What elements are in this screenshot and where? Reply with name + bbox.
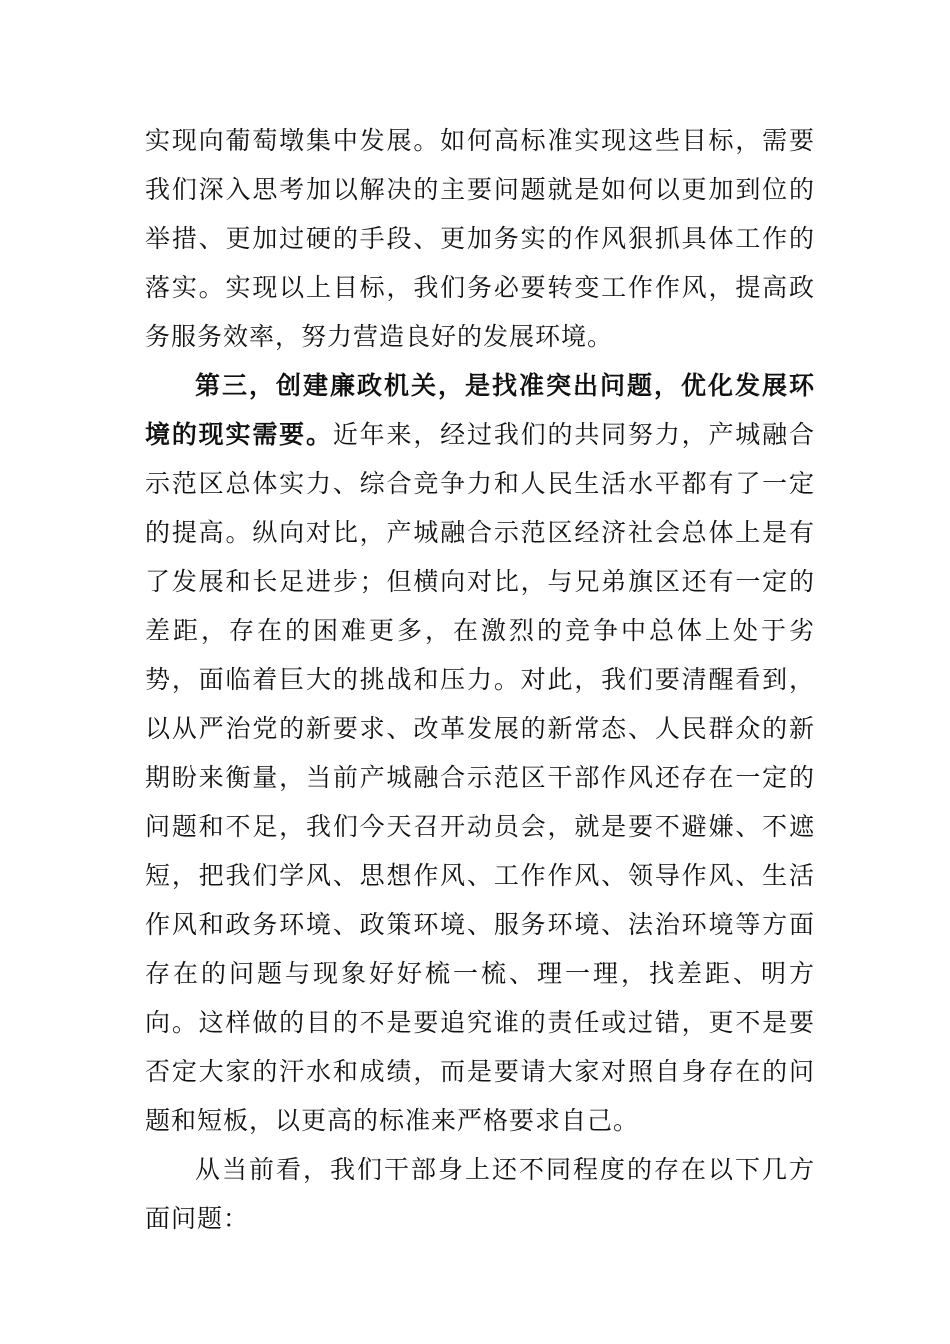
paragraph-section-three	[145, 361, 815, 1145]
paragraph-continuation	[145, 116, 815, 361]
paragraph-text: 实现向葡萄墩集中发展。如何高标准实现这些目标，需要我们深入思考加以解决的主要问题就是如何以更加到位的举措、更加过硬的手段、更加务实的作风狠抓具体工作的落实。实现以上目标，我们务必要转变工作作风，提高政务服务效率，努力营造良好的发展环境。	[145, 126, 815, 351]
paragraph-text: 近年来，经过我们的共同努力，产城融合示范区总体实力、综合竞争力和人民生活水平都有了一定的提高。纵向对比，产城融合示范区经济社会总体上是有了发展和长足进步；但横向对比，与兄弟旗区还有一定的差距，存在的困难更多，在激烈的竞争中总体上处于劣势，面临着巨大的挑战和压力。对此，我们要清醒看到，以从严治党的新要求、改革发展的新常态、人民群众的新期盼来衡量，当前产城融合示范区干部作风还存在一定的问题和不足，我们今天召开动员会，就是要不避嫌、不遮短，把我们学风、思想作风、工作作风、领导作风、生活作风和政务环境、政策环境、服务环境、法治环境等方面存在的问题与现象好好梳一梳、理一理，找差距、明方向。这样做的目的不是要追究谁的责任或过错，更不是要否定大家的汗水和成绩，而是要请大家对照自身存在的问题和短板，以更高的标准来严格要求自己。	[145, 420, 815, 1135]
paragraph-problems-intro	[145, 1145, 815, 1243]
paragraph-text: 从当前看，我们干部身上还不同程度的存在以下几方面问题：	[145, 1155, 815, 1233]
document-body	[145, 116, 815, 1243]
paragraph-lead-heading: 第三，创建廉政机关，是找准突出问题，优化发展环境的现实需要。	[145, 371, 815, 449]
